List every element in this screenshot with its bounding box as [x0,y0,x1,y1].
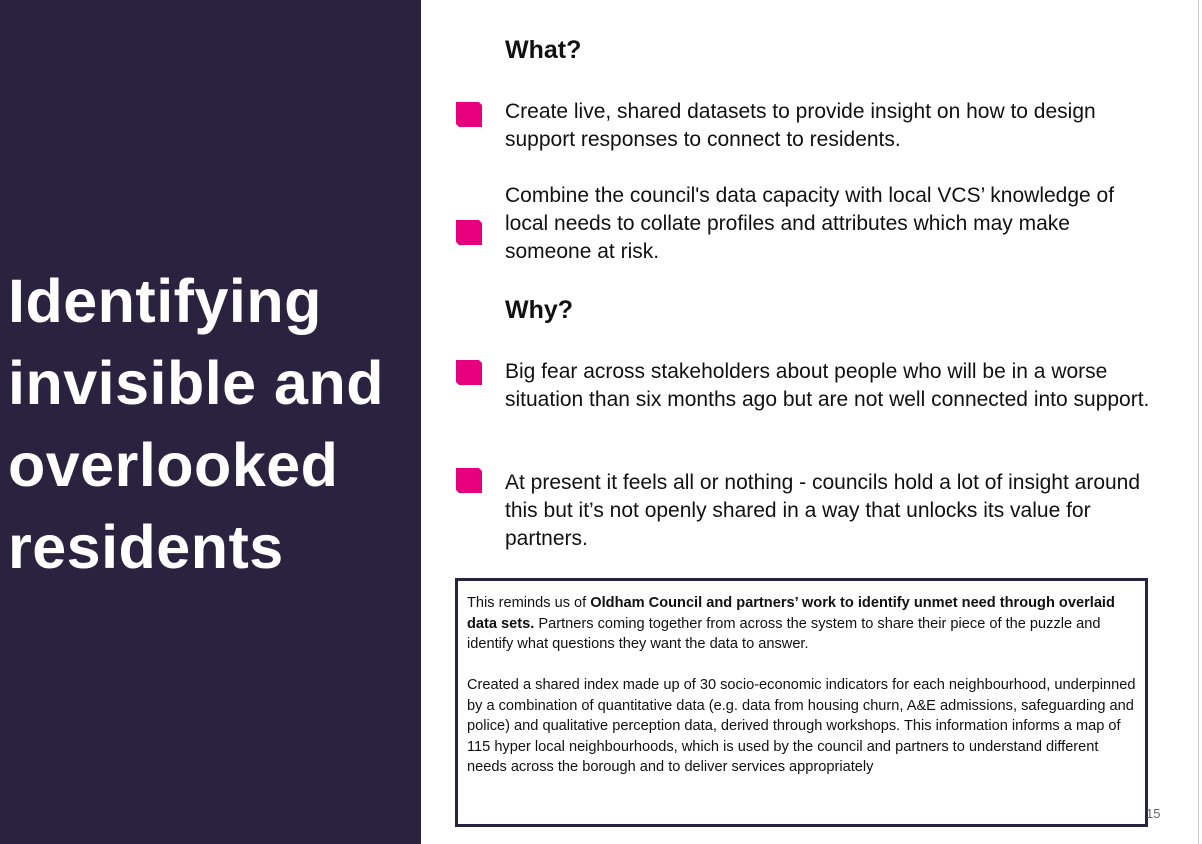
title-line: invisible and [8,349,384,417]
page-number: 15 [1146,806,1161,821]
case-study-highlight: Oldham Council and partners’ work to identify unmet need through overlaid data sets. [467,595,1115,632]
what-heading: What? [505,36,582,64]
bullet-square-icon [456,360,482,385]
why-bullet-2: At present it feels all or nothing - councils hold a lot of insight around this but it’s not openly shared in a way that unlocks its value for partners. [505,471,1141,550]
case-study-detail: Created a shared index made up of 30 socio-economic indicators for each neighbourhood, underpinned by a combination of quantitative data (e.g. data from housing churn, A&E admissions, safeguarding and police) and qualitative perception data, derived through workshops. This information informs a map of 115 hyper local neighbourhoods, which is used by the council and partners to understand different needs across the borough and to deliver services appropriately [467,677,1136,775]
title-line: Identifying [8,267,322,335]
title-panel [0,0,421,844]
what-bullet-2: Combine the council's data capacity with local VCS’ knowledge of local needs to collate profiles and attributes which may make someone at risk. [505,184,1115,263]
title-line: overlooked [8,431,339,499]
intro-rest: Partners coming together from across the system to share their piece of the puzzle and identify what questions they want the data to answer. [467,615,1101,652]
page-edge-divider [1198,0,1199,844]
bullet-square-icon [456,102,482,127]
what-bullet-1: Create live, shared datasets to provide insight on how to design support responses to connect to residents. [505,100,1096,151]
title-line: residents [8,513,284,581]
case-study-box [455,578,1148,827]
slide-title [8,260,384,588]
intro-text: This reminds us of [467,595,591,611]
case-study-intro [467,593,1139,655]
bullet-square-icon [456,220,482,245]
why-bullet-1: Big fear across stakeholders about people who will be in a worse situation than six months ago but are not well connected into support. [505,360,1150,411]
bullet-square-icon [456,468,482,493]
why-heading: Why? [505,296,574,324]
